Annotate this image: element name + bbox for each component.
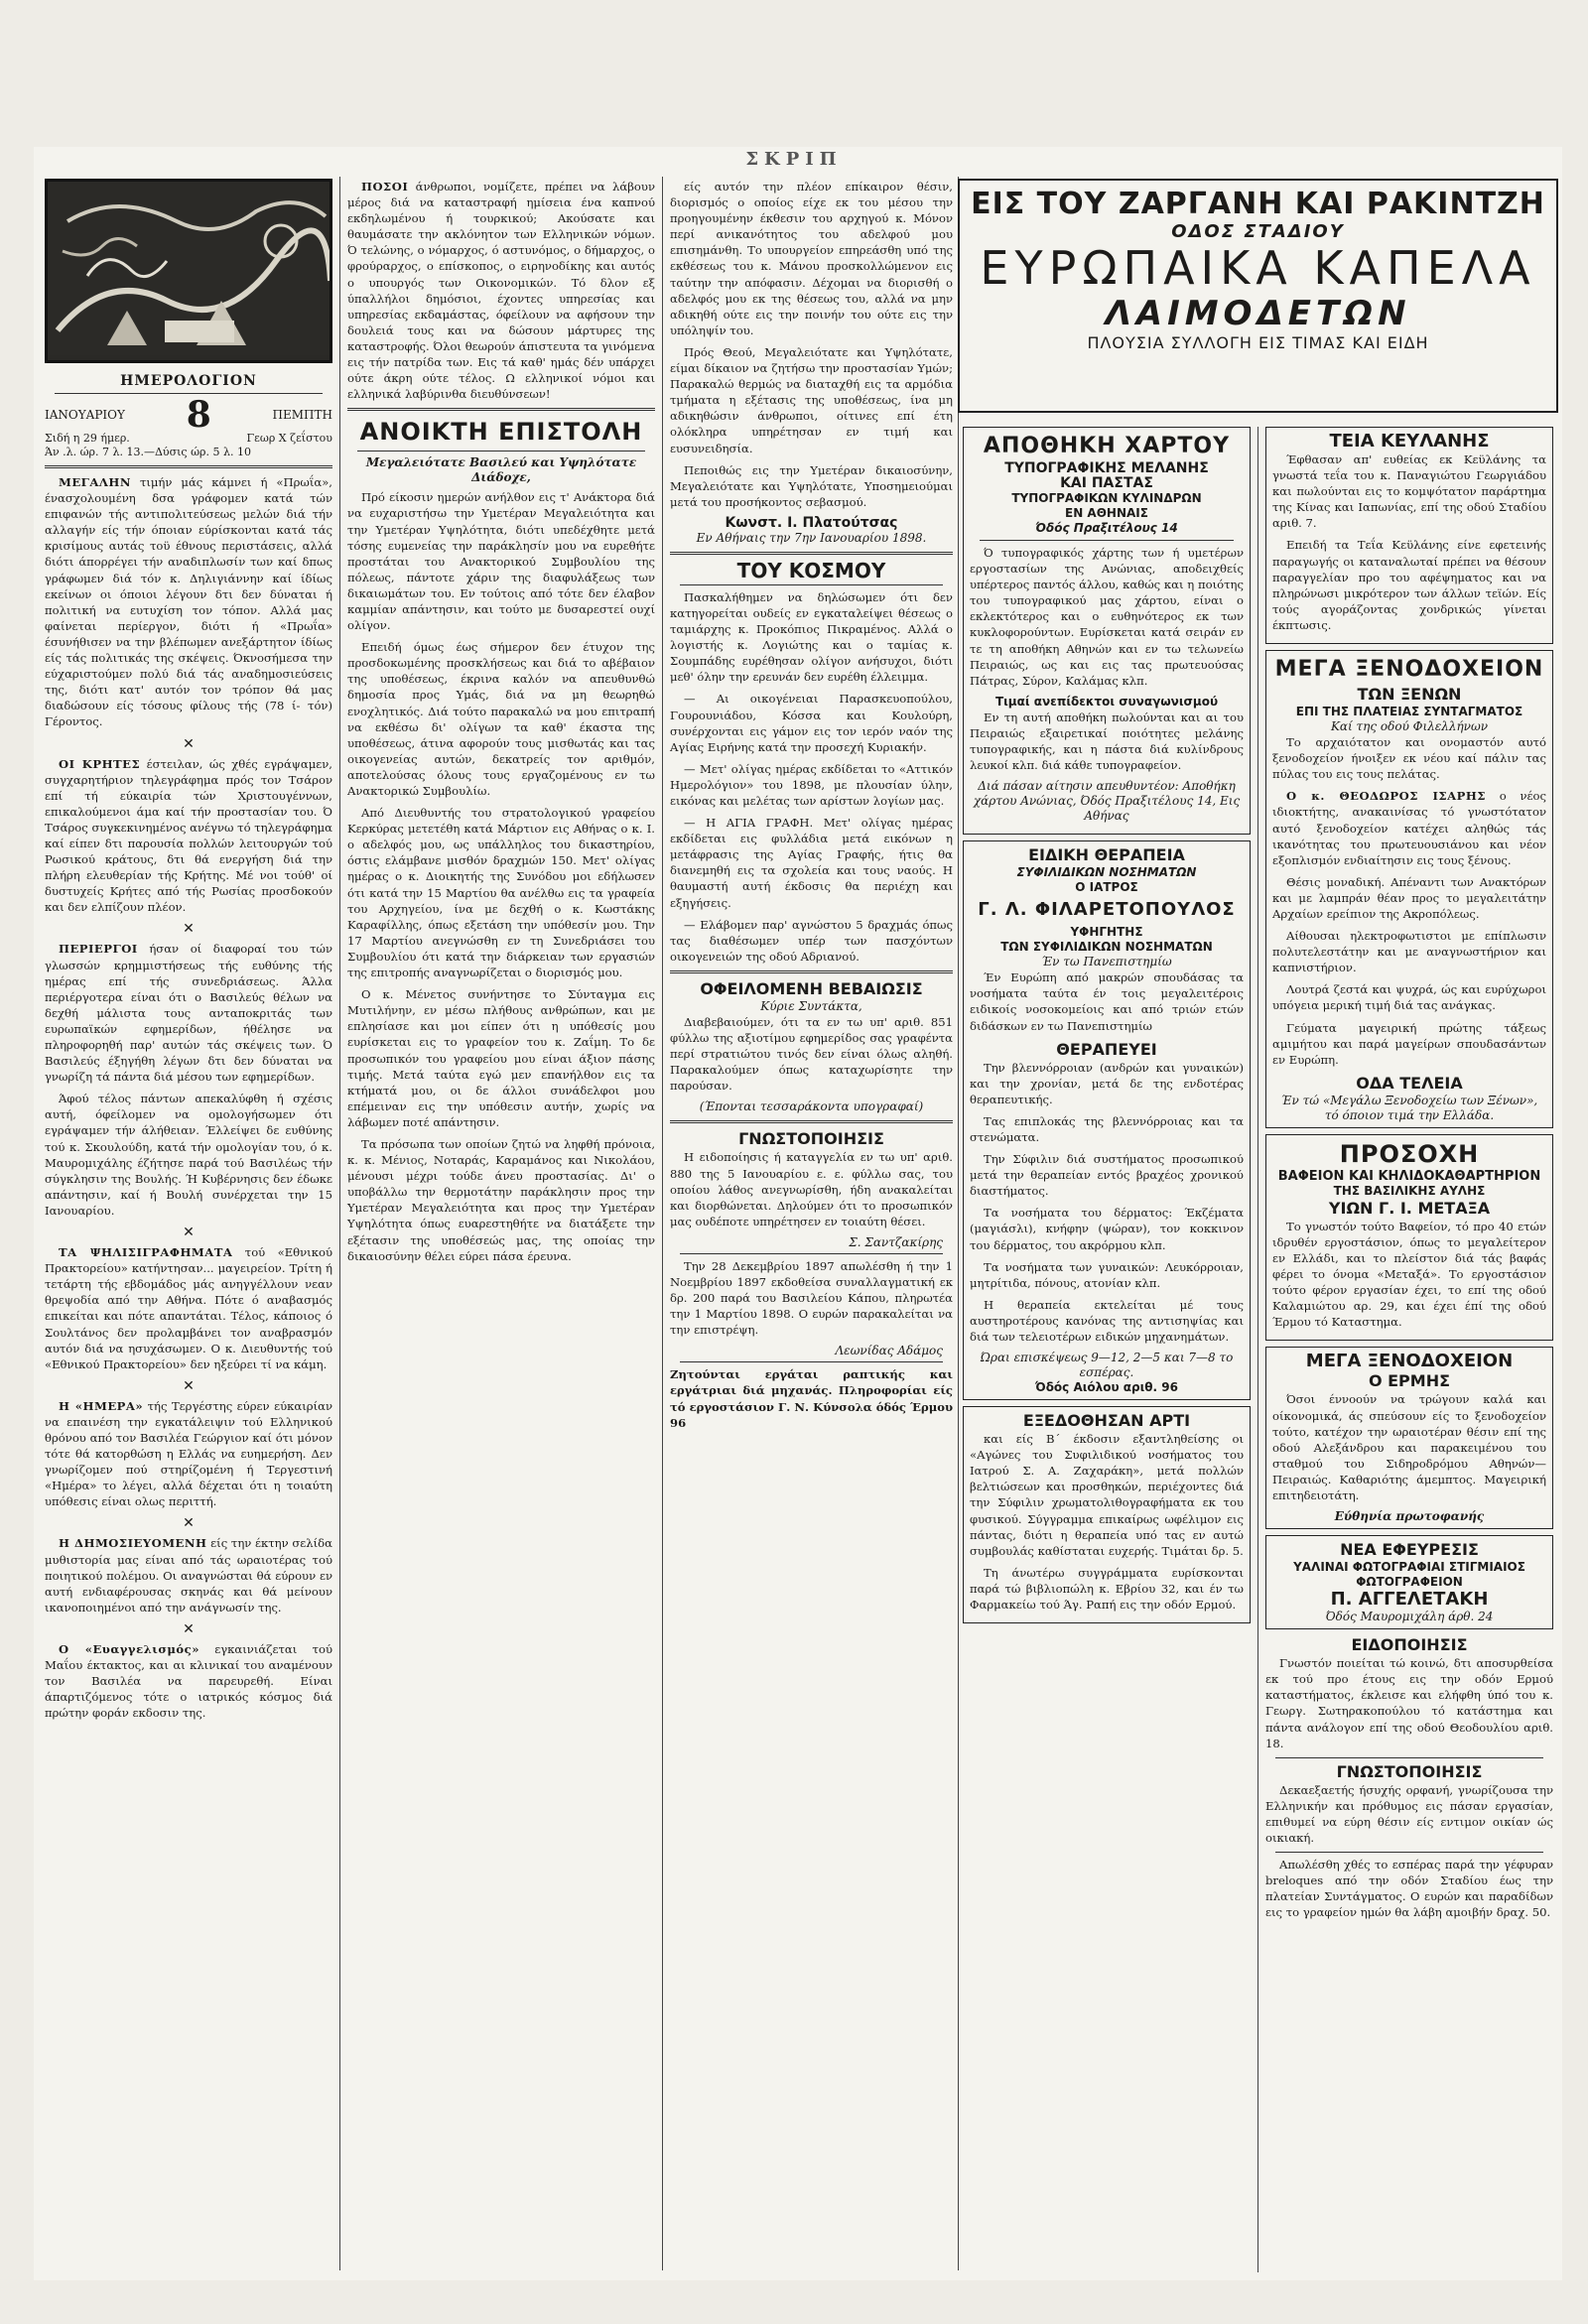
ad-heading: ΝΕΑ ΕΦΕΥΡΕΣΙΣ [1340,1540,1479,1560]
calendar-month: ΙΑΝΟΥΑΡΙΟΥ [45,407,125,422]
ad-subheading: ΚΑΙ ΠΑΣΤΑΣ [1060,475,1153,491]
ad-subheading: ΥΑΛΙΝΑΙ ΦΩΤΟΓΡΑΦΙΑΙ ΣΤΙΓΜΙΑΙΟΣ [1293,1560,1525,1575]
ad-contact: Διά πάσαν αίτησιν απευθυντέον: Αποθήκη χάρτου Ανώνιας, Όδός Πραξιτέλους 14, Εις Αθήνας [973,779,1241,824]
calendar-title: ΗΜΕΡΟΛΟΓΙΟΝ [120,373,257,389]
ad-subheading: ΒΑΦΕΙΟΝ ΚΑΙ ΚΗΛΙΔΟΚΑΘΑΡΤΗΡΙΟΝ [1277,1168,1541,1184]
ad-text: Έν Ευρώπη από μακρών σπουδάσας τα νοσήματα ταύτα έν τοις μεγαλειτέροις ειδικοίς νοσοκομείοις και από τριών ετών διδάσκων εν τω Πανεπιστημίω [970,970,1244,1033]
ad-text: Τα νοσήματα των γυναικών: Λευκόρροιαν, μητρίτιδα, πόνους, ατονίαν κλπ. [970,1259,1244,1290]
ad-text: και είς Β΄ έκδοσιν εξαντληθείσης οι «Αγώνες του Συφιλιδικού νοσήματος του Ιατρού Σ. Α. Ζαχαράκη», μετά πολλών βελτιώσεων και προσθηκών, περιέχοντες διά την Σύφιλιν χρωματολιθογραφήματα εκ του φυσικού. Σύγγραμμα επικαίρως ωφέλιμον εις πάντας, διότι η θεραπεία υπό τας εν αυτώ συμβουλάς καθίσταται ευχερής. Τιμάται δρ. 5. [970,1432,1244,1558]
ad-heading: ΤΕΙΑ ΚΕΥΛΑΝΗΣ [1329,431,1490,452]
section-heading: ΤΟΥ ΚΟΣΜΟΥ [736,558,886,582]
notice-heading: ΕΙΔΟΠΟΙΗΣΙΣ [1351,1635,1468,1655]
article-text: έστειλαν, ώς χθές εγράψαμεν, συγχαρητήριον τηλεγράφημα πρός τον Τσάρον επί τή εύκαιρία τών Χριστουγέννων, επικαλούμενοι άμα καί τήν προστασίαν του. Ό Τσάρος συγκεκινημένος ανέγνω τό τηλεγράφημα καί είπεν δτι παρουσία πολλών λειτουργών τού Ρωσικού κράτους, δτι θά ενεργήση διά την πλήρη ελευθερίαν τής Κρήτης. Μέ νοι τούθ' οί δυστυχείς Κρήτες από τής Ρωσίας προσδοκούν και δεν ελπίζουν πλέον. [45,756,332,915]
ad-heading: ΟΔΑ ΤΕΛΕΙΑ [1356,1073,1463,1093]
separator-icon: ✕ [183,1620,195,1637]
calendar-weekday: ΠΕΜΠΤΗ [272,407,332,422]
column-4 [958,427,1256,2272]
ad-line-3: ΕΥΡΩΠΑΙΚΑ ΚΑΠΕΛΑ [980,241,1536,295]
article-text: Από Διευθυντής του στρατολογικού γραφείου Κερκύρας μετετέθη κατά Μάρτιον εις Αθήνας ο κ. Ι. ο αδελφός μου, ως υπάλληλος του δικαστηρίου, όστις ελάμβανε μισθόν δραχμών 150. Μετ' ολίγας ημέρας ο κ. Διοικητής της Συνόδου μοι εδήλωσεν ότι κατά την 15 Μαρτίου θα ανέλθω εις τα γραφεία του Αρχηγείου, ίνα με δεχθή ο κ. Κωστάκης Καραφίλλης, όπως εξετάση την υπόθεσίν μου. Την 17 Μαρτίου ανεγνώσθη εν τη Συνεδριάσει του Συμβουλίου ότι κατά την διάρκειαν των εργασιών της επιτροπής αναγνωρίζεται ο διορισμός μου. [347,806,655,980]
signature: Λεωνίδας Αδάμος [835,1344,943,1358]
article-text: Τα πρόσωπα των οποίων ζητώ να ληφθή πρόνοια, κ. κ. Μένιος, Νοταράς, Καραμάνος και Νικολάου, μένουσι μέχρι τούδε άνευ προστασίας. Δι' ο υποβάλλω την θερμοτάτην παράκλησιν προς την Υμετέραν Μεγαλειότητα και προς την Υμετέραν Υψηλότητα όπως ευαρεστηθήτε να διατάξετε την εξέτασιν της υποθέσεώς μας, της οποίας την δικαιοσύνην θέλει εύρει πάσα έρευνα. [347,1136,655,1263]
article-text: Πρό είκοσιν ημερών ανήλθον εις τ' Ανάκτορα διά να ευχαριστήσω την Υμετέραν Μεγαλειότητα και την Υμετέραν Υψηλότητα, διότι υπεδέχθητε μετά τόσης ευμενείας την παράκλησίν μου να ευρεθήτε προστάται του Ανακτορικού Συμβουλίου της πόλεως, πάντοτε χάριν της διαφυλάξεως των δικαιωμάτων του. Εν τούτοις από τότε δεν έλαβον καμμίαν απάντησιν, και τούτο με δυσαρεστεί ουχί ολίγον. [347,490,655,633]
doctor-ad [963,840,1251,1400]
ad-text: Όσοι έννοούν να τρώγουν καλά και οίκονομικά, άς σπεύσουν είς το ξενοδοχείον τούτο, κατέχον την ωραιοτέραν θέσιν επί της οδού Αλεξάνδρου και παρακειμένου του σταθμού του Σιδηροδρόμου Αθηνών—Πειραιώς. Καθαριότης άμεμπτος. Μαγειρική επιτηδειοτάτη. [1272,1392,1546,1503]
section-heading: ΟΦΕΙΛΟΜΕΝΗ ΒΕΒΑΙΩΣΙΣ [700,978,923,998]
book-ad [963,1406,1251,1623]
ad-subheading: Έν τω Πανεπιστημίω [1041,955,1172,969]
ad-text: Επειδή τα Τεΐα Κεϋλάνης είνε εφετεινής παραγωγής οι καταναλωταί πρέπει να θέσουν παραγγελίαν προ του αφέψηματος και να πληρώνωσι μικρότερον των άλλων τεϊών. Είς τούς αγοράζοντας χονδρικώς γίνεται έκπτωσις. [1272,538,1546,632]
office-hours: Ώραι επισκέψεως 9—12, 2—5 και 7—8 το εσπέρας. [980,1351,1234,1380]
ad-subheading: ΣΥΦΙΛΙΔΙΚΩΝ ΝΟΣΗΜΑΤΩΝ [1016,865,1197,880]
ad-text: Ό τυπογραφικός χάρτης των ή υμετέρων εργοστασίων της Ανώνιας, αποδειχθείς υπέρτερος παντός άλλου, καθώς και η ποιότης του τυπογραφικού μας χάρτου, είναι ο εκλεκτότερος και ο ευθηνότερος εκ των κυκλοφορούντων. Ευρίσκεται κατά σειράν εν τε τη αποθήκη Αθηνών και εν τω τελωνείω Πειραιώς, ως και εις τας πρωτευούσας Πάτρας, Σύρον, Καλάμας κλπ. [970,546,1244,688]
article-text: ήσαν οί διαφοραί του τών γλωσσών κρημμιστήσεως τής ευθύνης τής ημέρας επί τής συνεδριάσεως. Άλλα περιέργοτερα είναι ότι ο Βασιλεύς θέλων να δεχθή μάλιστα τους ανταποκριτάς των ευρωπαϊκών εφημερίδων, ήθέλησε να πληροφορηθή παρ' αυτών τάς σκέψεις των. Ό Βασιλεύς έξηγήθη λέγων δτι δεν δύναται να γνωρίζη τά πάντα διά μέσου των εφημερίδων. [45,942,333,1085]
article-text: Πεποιθώς εις την Υμετέραν δικαιοσύνην, Μεγαλειότατε και Υψηλότατε, Υποσημειούμαι μετά του προσήκοντος σεβασμού. [670,462,953,509]
column-5 [1260,427,1558,2272]
article-text: εγκαινιάζεται τού Μαΐου έκτακτος, και αι κλινικαί του αναμένουν τον Βασιλέα να παρευρεθή. Είναι άπαρτιζόμενος τότε ο ιατρικός κόσμος διά πρώτην φοράν εκδοσιν της. [45,1641,333,1721]
ad-highlight: Εύθηνία πρωτοφανής [1334,1509,1485,1524]
ad-subheading: ΤΩΝ ΞΕΝΩΝ [1357,685,1462,705]
note: (Έπονται τεσσαράκοντα υπογραφαί) [699,1099,924,1114]
ad-heading: ΜΕΓΑ ΞΕΝΟΔΟΧΕΙΟΝ [1274,657,1544,683]
ad-text: Την βλεννόρροιαν (ανδρών και γυναικών) και την χρονίαν, μετά δε της ενδοτέρας θεραπευτικής. [970,1060,1244,1106]
ad-text: Λουτρά ζεστά και ψυχρά, ώς και ευρύχωροι υπόγεια μερική τιμή διά τας ανάγκας. [1272,982,1546,1013]
ad-text: Εν τη αυτή αποθήκη πωλούνται και αι του Πειραιώς εξαιρετικαί ποιότητες μελάνης τυπογραφικής, και η πάστα διά κυλίνδρους λευκοί κλπ. διά κάθε τυπογραφείον. [970,710,1244,773]
notice-text: Γνωστόν ποιείται τώ κοινώ, δτι αποσυρθείσα εκ τού προ έτους εις την οδόν Ερμού καταστήματος, έκλεισε και ελήφθη ύπό του κ. Γεωργ. Σωτηρακοπούλου τό κατάστημα και πάντα ανάλογον επί της οδού Θεοδουλίου αριθ. 18. [1265,1656,1553,1750]
calendar-line-2: Άν .λ. ώρ. 7 λ. 13.—Δύσις ώρ. 5 λ. 10 [45,446,251,458]
ad-subheading: ΥΦΗΓΗΤΗΣ [1070,925,1143,940]
article-lead: ΤΑ ΨΗΛΙΣΙΓΡΑΦΗΜΑΤΑ [59,1245,233,1260]
ad-address: Όδός Μαυρομιχάλη άρθ. 24 [1325,1610,1494,1624]
letter-signer: Κωνστ. Ι. Πλατούτσας [725,514,898,531]
ad-address: Όδός Αιόλου αριθ. 96 [1035,1380,1178,1395]
ad-text: Τας επιπλοκάς της βλεννόρροιας και τα στενώματα. [970,1113,1244,1144]
article-text: — Ελάβομεν παρ' αγνώστου 5 δραχμάς όπως τας διαθέσωμεν υπέρ των πασχόντων οικογενειών της οδού Αδριανού. [670,917,953,964]
masthead: ΣΚΡΙΠ [745,149,843,170]
ad-text: Θέσις μοναδική. Απέναντι των Ανακτόρων και με λαμπράν θέαν προς το μεγαλειτάτην Αρχαίων ερείπιον της Ακροπόλεως. [1272,874,1546,921]
masthead-logo [45,179,332,363]
separator-icon: ✕ [183,1377,195,1394]
decorative-engraving-icon [48,182,332,355]
separator-icon: ✕ [183,921,195,938]
article-text: — Η ΑΓΙΑ ΓΡΑΦΗ. Μετ' ολίγας ημέρας εκδίδεται εις φυλλάδια μετά εικόνων η μετάφρασις της Αγίας Γραφής, ήτις θα διανεμηθή εις τα σχολεία και τους ναούς. Η θαυμαστή αυτή έκδοσις θα περιέχη και εξηγήσεις. [670,816,953,910]
salutation: Κύριε Συντάκτα, [760,998,862,1013]
calendar-row [45,394,332,436]
article-text: Πασκαλήθημεν να δηλώσωμεν ότι δεν κατηγορείται ουδείς εν εγκαταλείψει θέσεως ο ταμιάρχης κ. Προκόπιος Πικραμένος. Αλλά ο λογιστής κ. Λογιώτης και ο ταμίας κ. Σουμπάδης ευρέθησαν ολίγον ανήσυχοι, διότι μεθ' όλην την ερευνάν δεν ευρέθη έλλειμμα. [670,589,953,685]
ad-text: Αίθουσαι ηλεκτροφωτιστοι με επίπλωσιν πολυτελεστάτην και με αναγνωστήριον και καπνιστήριον. [1272,929,1546,975]
ad-line-5: ΠΛΟΥΣΙΑ ΣΥΛΛΟΓΗ ΕΙΣ ΤΙΜΑΣ ΚΑΙ ΕΙΔΗ [1087,333,1429,352]
article-lead: ΟΙ ΚΡΗΤΕΣ [59,756,141,771]
article-text: είς αυτόν την πλέον επίκαιρον θέσιν, διορισμός ο οποίος είχε εκ του μέσου την προηγουμένην έκθεσιν του αρχηγού κ. Μόνον περί ανικανότητος του αδελφού μου επισημάνθη. Το υπουργείον επηρεάσθη υπό της εκθέσεως του κ. Μάνου προσκολλώμενον εις ταύτην την απόφασιν. Δέχομαι να διορισθή ο αδελφός μου εκ της θέσεως του, αλλά να μην αδικηθή ούτε εις την ποινήν του ούτε εις την υπόληψίν του. [670,180,953,337]
ad-lead: Ο κ. ΘΕΟΔΩΡΟΣ ΙΣΑΡΗΣ [1286,789,1486,804]
ad-address: Όδός Πραξιτέλους 14 [1035,521,1178,535]
ad-heading: ΜΕΓΑ ΞΕΝΟΔΟΧΕΙΟΝ [1305,1351,1514,1372]
ad-subheading: ΕΝ ΑΘΗΝΑΙΣ [1065,506,1148,520]
article-text: Διαβεβαιούμεν, ότι τα εν τω υπ' αριθ. 851 φύλλω της αξιοτίμου εφημερίδος σας γραφέντα περί στρατιώτου τινός δεν είναι όλως αληθή. Παρακαλούμεν όπως καταχωρίσητε την παρούσαν. [670,1014,953,1094]
ad-subheading: ΤΥΠΟΓΡΑΦΙΚΩΝ ΚΥΛΙΝΔΡΩΝ [1011,491,1202,505]
article-text: είς την έκτην σελίδα μυθιστορία μας είναι από τάς ωραιοτέρας τού ποιητικού πολέμου. Οι αναγνώσται θά εύρουν εν αυτή ενδιαφέρουσας σκηνάς και θά μείνουν ικανοποιημένοι από την ανάγνωσίν της. [45,1536,332,1614]
ad-text: Τα νοσήματα του δέρματος: Έκζέματα (μαγιάσλι), κνήφην (ψώραν), τον κοκκινον του δέρματος, του ακρόρμου κλπ. [970,1206,1244,1252]
column-rule [662,177,663,2270]
article-text: τού «Εθνικού Πρακτορείου» κατήντησαν... μαγειρείον. Τρίτη ή τετάρτη τής εβδομάδος μάς ανηγγέλλουν νεαν θρεψοδία από την Αθήνα. Πότε ό αναβασμός επικείται και πότε απαντάται. Τέλος, κάποιος ό Σουλτάνος δεν προλαμβάνει τον αναβρασμόν αυτόν διά να ησυχάσωμεν. Ο κ. Διευθυντής τού «Εθνικού Πρακτορείου» δεν ηξεύρει τί να κάμη. [45,1245,333,1371]
ad-heading: ΕΞΕΔΟΘΗΣΑΝ ΑΡΤΙ [1022,1411,1191,1431]
signature: Σ. Σαντζακίρης [849,1234,943,1249]
hermes-hotel-ad [1265,1347,1553,1529]
article-text: Άφού τέλος πάντων απεκαλύφθη ή σχέσις αυτή, όφείλομεν να ομολογήσωμεν ότι εγράψαμεν τήν άλήθειαν. Έλλείψει δε ευθύνης τού κ. Σκουλούδη, κατά τήν ομολογίαν του, ό κ. Μαυρομιχάλης έζήτησε παρά τού Βασιλέως τήν σύγκλησιν της Βουλής. Ή Κυβέρνησις δεν έδωκε απάντησιν, καί ή Βουλή συνέρχεται την 15 Ιανουαρίου. [45,1092,332,1218]
tea-ad [1265,427,1553,644]
hat-shop-advertisement [958,179,1558,413]
article-text: Ο κ. Μένετος συνήντησε το Σύνταγμα εις Μυτιλήνην, εν μέσω πλήθους ανθρώπων, και με επλησίασε και μοι είπεν ότι η υπόθεσίς μου ευρίσκεται εις το γραφείον του κ. Ζαΐμη. Το δε προσωπικόν του γραφείου μου είναι άξιον πάσης τιμής. Μετά ταύτα εγώ μεν επανήλθον εις τα κτήματά μου, οι δε άλλοι συνάδελφοι μου επέμειναν εις την υπόθεσιν αυτήν, χωρίς να λάβωμεν ποτέ απάντησιν. [347,987,655,1129]
article-text: τιμήν μάς κάμνει ή «Πρωΐα», ένασχολουμένη δσα γράφομεν κατά τών επιφανών τής αντιπολιτεύσεως μελών διά τήν αλλαγήν είς τήν όποιαν εύρίσκονται κατά τάς κρισίμους αυτάς τοϋ έθνους περιστάσεις, αλλά διότι άπορρέγει τήν αναδιπλωσίν των καί δπως γράφωμεν διά τόν κ. Δηλιγιάννην καί ίδίως εκείνων οι όποιοι λέγουν δτι δεν δύναται ή πολιτική να ευτυχίση τον τόπον. Αλλά μας φαίνεται περίεργον, διότι ή «Πρωΐα» έσυνήθισεν να την βλέπωμεν ανεξάρτητον ίδίως είς τάς πολιτικάς της σκέψεις. Όκνοσήμεσα την εύχαριστούμεν πολύ διά τάς αναδημοσιεύσεις της, διότι κατ' αυτόν τον τρόπον θά μας διαδώσουν είς τόσους φίλους τής (78 ί- τόν) Γέροντος. [45,475,332,729]
paper-warehouse-ad [963,427,1251,835]
ad-heading: ΑΠΟΘΗΚΗ ΧΑΡΤΟΥ [983,434,1231,458]
ad-text: ο νέος ιδιοκτήτης, ανακαινίσας τό γνωστότατον αυτό ξενοδοχείον κατέχει αληθώς τάς ικανότητας του πρωτευουσιάνου και νέον εξοπλισμόν ενδιαίτησιν εις τους ξένους. [1272,789,1546,867]
column-rule [339,177,340,2270]
notice-text: Δεκαεξαετής ήσυχής ορφανή, γνωρίζουσα την Ελληνικήν και πρόθυμος εις πάσαν εργασίαν, επιθυμεί να εύρη θέσιν είς εντιμον οικίαν ώς οικιακή. [1265,1782,1553,1845]
ad-subheading: ΦΩΤΟΓΡΑΦΕΙΟΝ [1356,1575,1463,1590]
article-lead: Η «ΗΜΕΡΑ» [59,1398,144,1413]
article-text: — Μετ' ολίγας ημέρας εκδίδεται το «Αττικόν Ημερολόγιον» του 1898, με πλουσίαν ύλην, εικόνας και μελέτας των αρίστων λογίων μας. [670,761,953,808]
ad-subheading: Ο ΕΡΜΗΣ [1368,1371,1451,1391]
article-lead: Ο «Ευαγγελισμός» [59,1641,199,1656]
article-text: Η ειδοποίησις ή καταγγελία εν τω υπ' αριθ. 880 της 5 Ιανουαρίου ε. ε. φύλλω σας, του οποίου λάθος ανεγνωρίσθη, ήδη ανακαλείται και διορθώνεται. Δηλούμεν ότι το προσωπικόν μας ουδέποτε υπηρέτησεν εν τοιαύτη θέσει. [670,1150,953,1228]
ad-line-2: ΟΔΟΣ ΣΤΑΔΙΟΥ [1171,221,1345,242]
column-2 [342,179,660,2272]
article-lead: ΜΕΓΑΛΗΝ [59,475,131,489]
section-heading: ΓΝΩΣΤΟΠΟΙΗΣΙΣ [738,1129,884,1149]
ad-subheading: Έν τώ «Μεγάλω Ξενοδοχείω των Ξένων», τό όποιον τιμά την Ελλάδα. [1280,1093,1538,1122]
article-text: άνθρωποι, νομίζετε, πρέπει να λάβουν μέρος διά να καταστραφή ημίσεια ένα καπνού εκδηλωμένου ή τουρκικού; Ακούσατε και θαυμάσατε την ακλόνητον των Ελληνικών νόμων. Ό τελώνης, ο νόμαρχος, ό αστυνόμος, ο δήμαρχος, ο φρούραρχος, ο επίσκοπος, ο ειρηνοδίκης και αυτός ο υπουργός των Οικονομικών. Τό δλον εξ ύπαλλήλοι δημόσιοι, έχοντες υπηρεσίας και υπηρεσίας εκδαμάστας, όφείλουν να αφήσουν την δουλειά τους και να δώσουν μάρτυρες της καταστροφής. Όλοι θεωρούν άπιστευτα τα γινόμενα εις τήν πατρίδα των. Εις τά καθ' ημάς δέν υπάρχει ούτε άκρη ούτε τέλος. Ω ελληνικοί νόμοι και ελληνικά λαβύρινθα διευθύνσεων! [347,180,656,402]
ad-subheading: ΤΥΠΟΓΡΑΦΙΚΗΣ ΜΕΛΑΝΗΣ [1004,460,1209,476]
separator-icon: ✕ [183,735,195,752]
ad-subheading: Καί της οδού Φιλελλήνων [1330,719,1489,734]
ad-text: Γεύματα μαγειρική πρώτης τάξεως αμιμήτου και παρά μαγείρων σπουδασάντων εν Ευρώπη. [1272,1020,1546,1067]
separator-icon: ✕ [183,1515,195,1532]
ad-subheading: ΕΠΙ ΤΗΣ ΠΛΑΤΕΙΑΣ ΣΥΝΤΑΓΜΑΤΟΣ [1295,705,1523,719]
column-rule [1257,427,1258,2272]
column-1 [40,179,337,2272]
ad-text: Η θεραπεία εκτελείται μέ τους αυστηροτέρους κανόνας της αντισηψίας και διά των τελειοτέρων ειδικών μηχανημάτων. [970,1297,1244,1344]
ad-heading: ΕΙΔΙΚΗ ΘΕΡΑΠΕΙΑ [1028,845,1185,865]
article-lead: ΠΕΡΙΕΡΓΟΙ [59,942,138,957]
ad-text: Έφθασαν απ' ευθείας εκ Κεϋλάνης τα γνωστά τεΐα του κ. Παναγιώτου Γεωργιάδου και πωλούνται εις το κομψότατον παράρτημα της Κίνας και Ιαπωνίας, επί της οδού Σταδίου αριθ. 7. [1272,452,1546,531]
ad-subheading: ΥΙΩΝ Γ. Ι. ΜΕΤΑΞΑ [1328,1198,1491,1218]
ad-text: Το γνωστόν τούτο Βαφείον, τό προ 40 ετών ιδρυθέν εργοστάσιον, όπως το μεγαλείτερον εν Ελλάδι, και το πλείστον διά τάς βαφάς φέρει το όνομα «Μεταξά». Το εργοστάσιον τούτο φέρον εργασίαν έχει, το επί της οδού Καλαμιώτου αρ. 29, και έχει έπί της οδού Έρμου τό Καταστημα. [1272,1219,1546,1330]
ad-subheading: Ο ΙΑΤΡΟΣ [1075,880,1138,895]
article-text: Την 28 Δεκεμβρίου 1897 απωλέσθη ή την 1 Νοεμβρίου 1897 εκδοθείσα συναλλαγματική εκ δρ. 200 παρά του Βασιλείου Κάπου, πληρωτέα την 1 Μαρτίου 1898. Ο ευρών παρακαλείται να την επιστρέψη. [670,1258,953,1338]
column-3 [665,179,958,2272]
article-text: Επειδή όμως έως σήμερον δεν έτυχον της προσδοκωμένης προσκλήσεως και διά το αβέβαιον της υποθέσεως, έκρινα καλόν να απευθυνθώ δημοσία προς Υμάς, διά να μη θεωρηθώ ενοχλητικός. Διά τούτο παρακαλώ να μου επιτραπή να εκθέσω δι' ολίγων τα καθ' έκαστα της υποθέσεως, άτινα αφορούν τους μισθωτάς και τας οικογενείας αυτών, δεκατρείς τον αριθμόν, αποτελούσας όλους τους εργαζομένους εν τω Ανακτορικώ Συμβουλίω. [347,640,655,798]
calendar-day-number: 8 [186,394,211,436]
ad-text: Το αρχαιότατον και ονομαστόν αυτό ξενοδοχείον ήνοιξεν εκ νέου καί πάλιν τας πύλας του εις τους πελάτας. [1272,735,1546,782]
ad-subheading: ΤΩΝ ΣΥΦΙΛΙΔΙΚΩΝ ΝΟΣΗΜΑΤΩΝ [1000,940,1213,955]
article-text: — Αι οικογένειαι Παρασκευοπούλου, Γουρουνιάδου, Κόσσα και Κουλούρη, συνέρχονται εις γάμον εις τον ιερόν ναόν της Αγίας Ειρήνης κατά την προσεχή Κυριακήν. [670,692,953,754]
ad-line-4: ΛΑΙΜΟΔΕΤΩΝ [1105,294,1411,333]
open-letter-salutation: Μεγαλειότατε Βασιλεύ και Υψηλότατε Διάδοχε, [365,455,637,485]
notice-text: Απωλέσθη χθές το εσπέρας παρά την γέφυραν breloques από την οδόν Σταδίου έως την πλατείαν Συντάγματος. Ο ευρών και παραδίδων εις το γραφείον ημών θα λάβη αμοιβήν δραχ. 50. [1265,1858,1553,1920]
classified-ad: Ζητούνται εργάται ραπτικής και εργάτριαι διά μηχανάς. Πληροφορίαι είς τό εργοστάσιον Γ. Ν. Κύνσολα όδός Έρμου 96 [670,1367,953,1430]
open-letter-heading: ΑΝΟΙΚΤΗ ΕΠΙΣΤΟΛΗ [359,418,643,447]
letter-signer-place: Εν Αθήναις την 7ην Ιανουαρίου 1898. [696,530,927,545]
photographer-name: Π. ΑΓΓΕΛΕΤΑΚΗ [1330,1589,1489,1611]
ad-heading: ΠΡΟΣΟΧΗ [1339,1139,1480,1168]
doctor-name: Γ. Λ. ΦΙΛΑΡΕΤΟΠΟΥΛΟΣ [978,899,1236,921]
ad-highlight: Τιμαί ανεπίδεκτοι συναγωνισμού [994,694,1219,709]
dye-works-ad [1265,1134,1553,1342]
photo-studio-ad [1265,1535,1553,1629]
notice-heading: ΓΝΩΣΤΟΠΟΙΗΣΙΣ [1336,1761,1483,1781]
ad-subheading: ΤΗΣ ΒΑΣΙΛΙΚΗΣ ΑΥΛΗΣ [1333,1183,1486,1198]
article-text: τής Τεργέστης εύρεν εύκαιρίαν να επαινέση την εγκατάλειψιν τού Ελληνικού θρόνου από τον Βασιλέα Γεώργιον καί ότι μόνον τότε θά κατορθώση η Ελλάς να ευημερήση. Δεν γνωρίζομεν πού στηρίζομένη ή Τεργεστινή «Ημέρα» το λέγει, αλλά δέχεται ότι η τοιαύτη υπόθεσις είναι ολως περιττή. [45,1398,332,1509]
ad-text: Τη άνωτέρω συγγράμματα ευρίσκονται παρά τώ βιβλιοπώλη κ. Εβρίου 32, και έν τω Φαρμακείω τού Άγ. Ραπή εις την οδόν Ερμού. [970,1565,1244,1613]
calendar-line1-right: Γεωρ Χ ζεΐστου [246,432,332,445]
hotel-ad [1265,650,1553,1128]
ad-heading: ΘΕΡΑΠΕΥΕΙ [1056,1039,1157,1059]
article-lead: Η ΔΗΜΟΣΙΕΥΟΜΕΝΗ [59,1536,207,1551]
ad-line-1: ΕΙΣ ΤΟΥ ΖΑΡΓΑΝΗ ΚΑΙ ΡΑΚΙΝΤΖΗ [971,187,1545,221]
article-text: Πρός Θεού, Μεγαλειότατε και Υψηλότατε, είμαι δίκαιον να ζητήσω την προστασίαν Υμών; Παρακαλώ θερμώς να διαταχθή εις τα αρμόδια τμήματα η εξέτασις της υποθέσεως, ίνα μη αδικηθώσιν άνθρωποι, οίτινες επί έτη ολόκληρα υπηρέτησαν εν τιμή και ευσυνειδησία. [670,344,953,455]
calendar-line1-left: Σιδή η 29 ήμερ. [45,432,130,445]
separator-icon: ✕ [183,1225,195,1241]
ad-text: Την Σύφιλιν διά συστήματος προσωπικού μετά την θεραπείαν εντός βραχέος χρονικού διαστήματος. [970,1152,1244,1199]
article-lead: ΠΟΣΟΙ [361,180,409,194]
